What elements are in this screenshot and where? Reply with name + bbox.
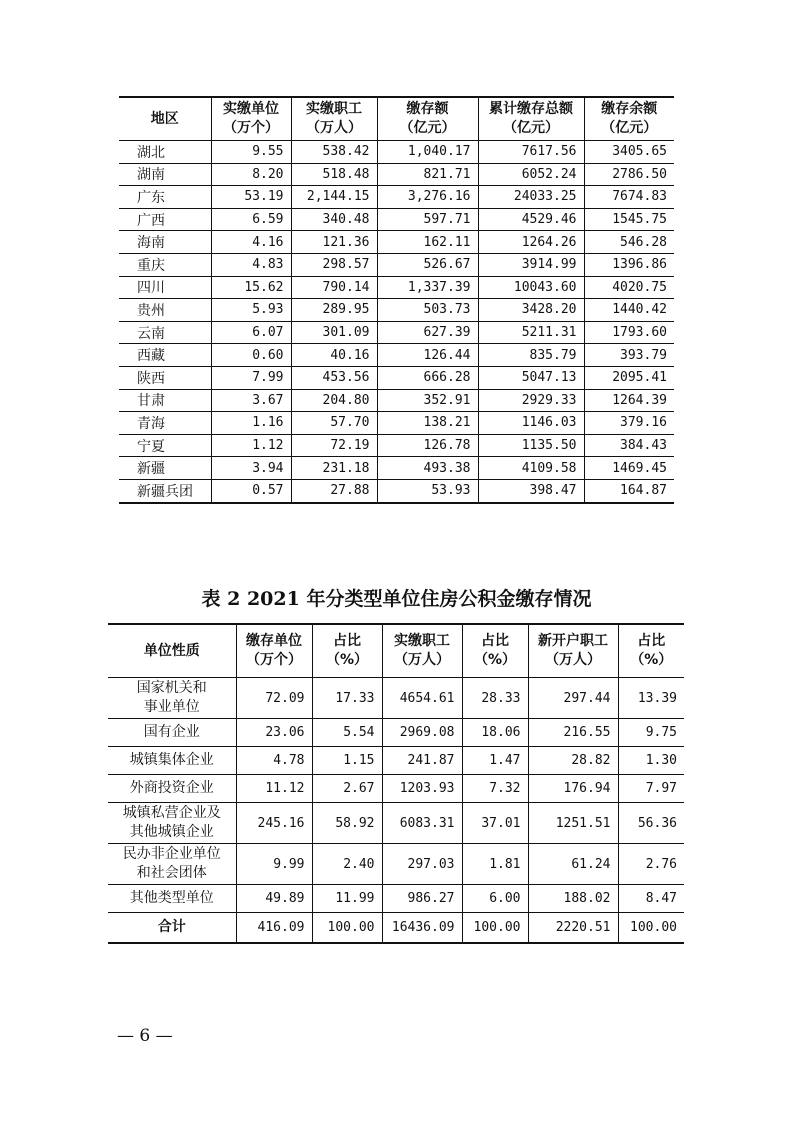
value-cell: 4020.75 xyxy=(584,276,674,299)
value-cell: 597.71 xyxy=(377,208,478,231)
value-cell: 176.94 xyxy=(528,775,618,803)
table-row xyxy=(119,208,674,231)
value-cell: 297.03 xyxy=(382,844,462,885)
region-cell: 云南 xyxy=(119,321,211,344)
unit-type-cell: 国家机关和 事业单位 xyxy=(108,678,236,719)
value-cell: 3914.99 xyxy=(478,253,584,276)
t2-header-new-accounts: 新开户职工 （万人） xyxy=(528,624,618,678)
value-cell: 340.48 xyxy=(291,208,377,231)
table-row xyxy=(108,885,684,913)
value-cell: 2220.51 xyxy=(528,913,618,944)
value-cell: 1203.93 xyxy=(382,775,462,803)
value-cell: 538.42 xyxy=(291,141,377,164)
unit-type-cell: 国有企业 xyxy=(108,719,236,747)
region-cell: 青海 xyxy=(119,412,211,435)
table-row xyxy=(119,276,674,299)
t1-header-units: 实缴单位 （万个） xyxy=(211,97,291,141)
value-cell: 49.89 xyxy=(236,885,312,913)
unit-type-cell: 城镇私营企业及 其他城镇企业 xyxy=(108,803,236,844)
region-cell: 新疆兵团 xyxy=(119,479,211,502)
value-cell: 204.80 xyxy=(291,389,377,412)
value-cell: 37.01 xyxy=(462,803,528,844)
table-row xyxy=(108,775,684,803)
value-cell: 24033.25 xyxy=(478,186,584,209)
t2-header-units-share: 占比 （%） xyxy=(312,624,382,678)
t1-header-balance: 缴存余额 （亿元） xyxy=(584,97,674,141)
value-cell: 503.73 xyxy=(377,299,478,322)
table-row xyxy=(108,719,684,747)
unit-type-cell: 外商投资企业 xyxy=(108,775,236,803)
value-cell: 2929.33 xyxy=(478,389,584,412)
value-cell: 297.44 xyxy=(528,678,618,719)
table-1-region-deposits xyxy=(119,96,674,504)
value-cell: 2.76 xyxy=(618,844,684,885)
table-row xyxy=(119,253,674,276)
region-cell: 重庆 xyxy=(119,253,211,276)
value-cell: 100.00 xyxy=(618,913,684,944)
value-cell: 10043.60 xyxy=(478,276,584,299)
table-2-title: 表 2 2021 年分类型单位住房公积金缴存情况 xyxy=(201,588,592,610)
region-cell: 新疆 xyxy=(119,457,211,480)
value-cell: 18.06 xyxy=(462,719,528,747)
value-cell: 1.47 xyxy=(462,747,528,775)
value-cell: 5211.31 xyxy=(478,321,584,344)
table-row xyxy=(119,163,674,186)
value-cell: 821.71 xyxy=(377,163,478,186)
value-cell: 72.19 xyxy=(291,434,377,457)
table-row xyxy=(119,186,674,209)
value-cell: 1396.86 xyxy=(584,253,674,276)
value-cell: 627.39 xyxy=(377,321,478,344)
value-cell: 1.30 xyxy=(618,747,684,775)
value-cell: 4.83 xyxy=(211,253,291,276)
value-cell: 53.19 xyxy=(211,186,291,209)
region-cell: 宁夏 xyxy=(119,434,211,457)
value-cell: 2969.08 xyxy=(382,719,462,747)
region-cell: 甘肃 xyxy=(119,389,211,412)
value-cell: 453.56 xyxy=(291,366,377,389)
value-cell: 666.28 xyxy=(377,366,478,389)
unit-type-cell: 合计 xyxy=(108,913,236,944)
value-cell: 352.91 xyxy=(377,389,478,412)
value-cell: 518.48 xyxy=(291,163,377,186)
value-cell: 13.39 xyxy=(618,678,684,719)
table-row xyxy=(119,412,674,435)
table-row xyxy=(119,299,674,322)
value-cell: 4529.46 xyxy=(478,208,584,231)
unit-type-cell: 民办非企业单位 和社会团体 xyxy=(108,844,236,885)
value-cell: 162.11 xyxy=(377,231,478,254)
value-cell: 28.82 xyxy=(528,747,618,775)
value-cell: 1469.45 xyxy=(584,457,674,480)
table-row xyxy=(119,231,674,254)
table-row xyxy=(108,747,684,775)
value-cell: 289.95 xyxy=(291,299,377,322)
value-cell: 121.36 xyxy=(291,231,377,254)
region-cell: 西藏 xyxy=(119,344,211,367)
value-cell: 986.27 xyxy=(382,885,462,913)
value-cell: 138.21 xyxy=(377,412,478,435)
table-row xyxy=(108,803,684,844)
value-cell: 379.16 xyxy=(584,412,674,435)
value-cell: 4.16 xyxy=(211,231,291,254)
value-cell: 1251.51 xyxy=(528,803,618,844)
t1-header-cumulative-total: 累计缴存总额 （亿元） xyxy=(478,97,584,141)
value-cell: 3,276.16 xyxy=(377,186,478,209)
region-cell: 广西 xyxy=(119,208,211,231)
value-cell: 7.32 xyxy=(462,775,528,803)
table-row xyxy=(108,844,684,885)
value-cell: 2786.50 xyxy=(584,163,674,186)
value-cell: 6.07 xyxy=(211,321,291,344)
value-cell: 100.00 xyxy=(312,913,382,944)
value-cell: 8.47 xyxy=(618,885,684,913)
value-cell: 1264.39 xyxy=(584,389,674,412)
value-cell: 164.87 xyxy=(584,479,674,502)
region-cell: 贵州 xyxy=(119,299,211,322)
t2-header-employees-share: 占比 （%） xyxy=(462,624,528,678)
total-row xyxy=(108,913,684,944)
table-row xyxy=(119,389,674,412)
value-cell: 56.36 xyxy=(618,803,684,844)
region-cell: 湖北 xyxy=(119,141,211,164)
t1-header-region: 地区 xyxy=(119,97,211,141)
t1-header-employees: 实缴职工 （万人） xyxy=(291,97,377,141)
value-cell: 15.62 xyxy=(211,276,291,299)
t2-header-unit-type: 单位性质 xyxy=(108,624,236,678)
value-cell: 5.93 xyxy=(211,299,291,322)
value-cell: 1545.75 xyxy=(584,208,674,231)
value-cell: 6.59 xyxy=(211,208,291,231)
value-cell: 384.43 xyxy=(584,434,674,457)
value-cell: 2,144.15 xyxy=(291,186,377,209)
value-cell: 7.99 xyxy=(211,366,291,389)
region-cell: 湖南 xyxy=(119,163,211,186)
table-row xyxy=(119,344,674,367)
value-cell: 493.38 xyxy=(377,457,478,480)
value-cell: 3405.65 xyxy=(584,141,674,164)
table-row xyxy=(119,141,674,164)
value-cell: 9.55 xyxy=(211,141,291,164)
value-cell: 0.57 xyxy=(211,479,291,502)
value-cell: 1,337.39 xyxy=(377,276,478,299)
t2-header-units: 缴存单位 （万个） xyxy=(236,624,312,678)
value-cell: 245.16 xyxy=(236,803,312,844)
value-cell: 17.33 xyxy=(312,678,382,719)
value-cell: 2.40 xyxy=(312,844,382,885)
value-cell: 4.78 xyxy=(236,747,312,775)
table-row xyxy=(119,321,674,344)
unit-type-cell: 其他类型单位 xyxy=(108,885,236,913)
table-row xyxy=(119,434,674,457)
value-cell: 3.67 xyxy=(211,389,291,412)
value-cell: 3428.20 xyxy=(478,299,584,322)
value-cell: 58.92 xyxy=(312,803,382,844)
region-cell: 陕西 xyxy=(119,366,211,389)
unit-type-cell: 城镇集体企业 xyxy=(108,747,236,775)
value-cell: 5.54 xyxy=(312,719,382,747)
value-cell: 4654.61 xyxy=(382,678,462,719)
t2-header-employees: 实缴职工 （万人） xyxy=(382,624,462,678)
table-2-header-row xyxy=(108,624,684,678)
value-cell: 28.33 xyxy=(462,678,528,719)
value-cell: 23.06 xyxy=(236,719,312,747)
value-cell: 27.88 xyxy=(291,479,377,502)
value-cell: 2095.41 xyxy=(584,366,674,389)
value-cell: 1.81 xyxy=(462,844,528,885)
value-cell: 416.09 xyxy=(236,913,312,944)
value-cell: 1.12 xyxy=(211,434,291,457)
value-cell: 835.79 xyxy=(478,344,584,367)
value-cell: 57.70 xyxy=(291,412,377,435)
value-cell: 5047.13 xyxy=(478,366,584,389)
value-cell: 8.20 xyxy=(211,163,291,186)
table-row xyxy=(119,366,674,389)
value-cell: 231.18 xyxy=(291,457,377,480)
value-cell: 61.24 xyxy=(528,844,618,885)
value-cell: 72.09 xyxy=(236,678,312,719)
region-cell: 四川 xyxy=(119,276,211,299)
t1-header-deposit-amount: 缴存额 （亿元） xyxy=(377,97,478,141)
table-row xyxy=(108,678,684,719)
table-row xyxy=(119,457,674,480)
value-cell: 11.12 xyxy=(236,775,312,803)
region-cell: 海南 xyxy=(119,231,211,254)
value-cell: 1.15 xyxy=(312,747,382,775)
value-cell: 1,040.17 xyxy=(377,141,478,164)
value-cell: 1146.03 xyxy=(478,412,584,435)
value-cell: 1.16 xyxy=(211,412,291,435)
value-cell: 9.75 xyxy=(618,719,684,747)
value-cell: 9.99 xyxy=(236,844,312,885)
value-cell: 7.97 xyxy=(618,775,684,803)
value-cell: 7674.83 xyxy=(584,186,674,209)
value-cell: 53.93 xyxy=(377,479,478,502)
value-cell: 126.78 xyxy=(377,434,478,457)
value-cell: 6052.24 xyxy=(478,163,584,186)
value-cell: 241.87 xyxy=(382,747,462,775)
value-cell: 11.99 xyxy=(312,885,382,913)
value-cell: 1793.60 xyxy=(584,321,674,344)
value-cell: 6.00 xyxy=(462,885,528,913)
value-cell: 393.79 xyxy=(584,344,674,367)
table-2-unit-type-deposits xyxy=(108,623,684,944)
value-cell: 790.14 xyxy=(291,276,377,299)
value-cell: 398.47 xyxy=(478,479,584,502)
value-cell: 40.16 xyxy=(291,344,377,367)
value-cell: 1264.26 xyxy=(478,231,584,254)
value-cell: 7617.56 xyxy=(478,141,584,164)
value-cell: 16436.09 xyxy=(382,913,462,944)
table-row xyxy=(119,479,674,502)
value-cell: 301.09 xyxy=(291,321,377,344)
table-1-header-row xyxy=(119,97,674,141)
value-cell: 2.67 xyxy=(312,775,382,803)
value-cell: 526.67 xyxy=(377,253,478,276)
value-cell: 126.44 xyxy=(377,344,478,367)
value-cell: 546.28 xyxy=(584,231,674,254)
value-cell: 1440.42 xyxy=(584,299,674,322)
t2-header-new-accounts-share: 占比 （%） xyxy=(618,624,684,678)
region-cell: 广东 xyxy=(119,186,211,209)
page-number: — 6 — xyxy=(117,1026,173,1046)
value-cell: 6083.31 xyxy=(382,803,462,844)
value-cell: 0.60 xyxy=(211,344,291,367)
value-cell: 298.57 xyxy=(291,253,377,276)
value-cell: 188.02 xyxy=(528,885,618,913)
value-cell: 100.00 xyxy=(462,913,528,944)
value-cell: 3.94 xyxy=(211,457,291,480)
value-cell: 4109.58 xyxy=(478,457,584,480)
value-cell: 216.55 xyxy=(528,719,618,747)
value-cell: 1135.50 xyxy=(478,434,584,457)
